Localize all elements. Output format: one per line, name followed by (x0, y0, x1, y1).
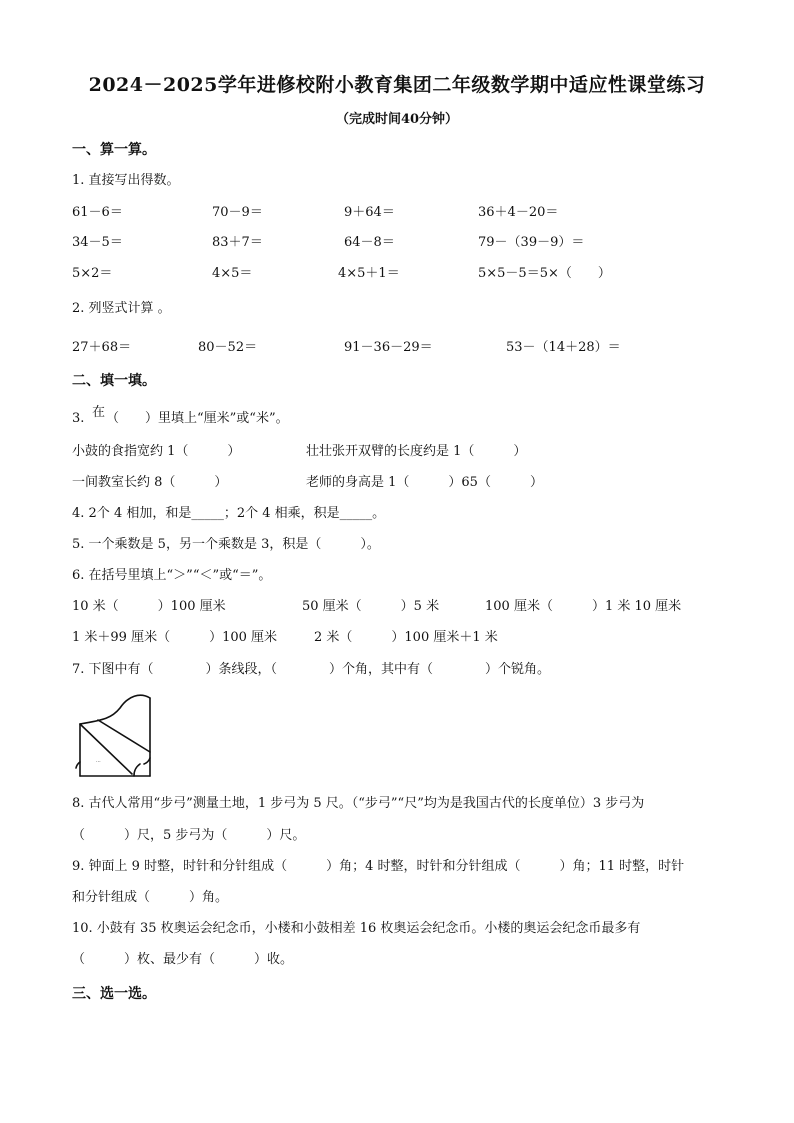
question-3-word: 在 (92, 405, 106, 420)
fill-item: 壮壮张开双臂的长度约是 1（ ） (306, 444, 527, 459)
figure-label: ... (96, 758, 101, 764)
question-8-line-2: （ ）尺，5 步弓为（ ）尺。 (72, 828, 306, 843)
question-1: 1. 直接写出得数。 (72, 173, 180, 188)
fill-item: 小鼓的食指宽约 1（ ） (72, 444, 241, 459)
question-3: （ ）里填上“厘米”或“米”。 (106, 411, 289, 426)
section-3-heading: 三、选一选。 (72, 986, 156, 1002)
question-6: 6. 在括号里填上“＞”“＜”或“＝”。 (72, 568, 272, 583)
question-5: 5. 一个乘数是 5，另一个乘数是 3，积是（ ）。 (72, 537, 380, 552)
calc-item: 70－9＝ (212, 205, 263, 220)
figure-angle-arc (134, 764, 140, 776)
calc-item: 61－6＝ (72, 205, 123, 220)
section-2-heading: 二、填一填。 (72, 373, 156, 389)
time-limit: （完成时间40分钟） (335, 112, 459, 127)
question-10-line-2: （ ）枚、最少有（ ）收。 (72, 952, 294, 967)
compare-item: 1 米＋99 厘米（ ）100 厘米 (72, 630, 278, 645)
vertical-calc-item: 27＋68＝ (72, 340, 132, 355)
calc-item: 4×5＋1＝ (338, 266, 400, 281)
calc-item: 34－5＝ (72, 235, 123, 250)
fill-item: 一间教室长约 8（ ） (72, 475, 228, 490)
question-4: 4. 2个 4 相加，和是_____；2个 4 相乘，积是_____。 (72, 506, 386, 521)
figure-angle-arc-right (144, 758, 150, 764)
section-1-heading: 一、算一算。 (72, 142, 156, 158)
compare-item: 10 米（ ）100 厘米 (72, 599, 226, 614)
calc-item: 36＋4－20＝ (478, 205, 559, 220)
vertical-calc-item: 80－52＝ (198, 340, 258, 355)
calc-item: 64－8＝ (344, 235, 395, 250)
vertical-calc-item: 53－（14＋28）＝ (506, 340, 621, 355)
compare-item: 2 米（ ）100 厘米＋1 米 (314, 630, 498, 645)
calc-item: 9＋64＝ (344, 205, 395, 220)
page-title: 2024－2025学年进修校附小教育集团二年级数学期中适应性课堂练习 (88, 74, 706, 96)
calc-item: 5×2＝ (72, 266, 113, 281)
figure-curve (80, 695, 150, 724)
calc-item: 83＋7＝ (212, 235, 263, 250)
question-10-line-1: 10. 小鼓有 35 枚奥运会纪念币，小楼和小鼓相差 16 枚奥运会纪念币。小楼的奥运会纪念币最多有 (72, 921, 641, 936)
question-3-number: 3. (72, 411, 85, 426)
question-9-line-1: 9. 钟面上 9 时整，时针和分针组成（ ）角；4 时整，时针和分针组成（ ）角；11 时整，时针 (72, 859, 685, 874)
compare-item: 50 厘米（ ）5 米 (302, 599, 440, 614)
fill-item: 老师的身高是 1（ ）65（ ） (306, 475, 543, 490)
question-8-line-1: 8. 古代人常用“步弓”测量土地，1 步弓为 5 尺。（“步弓”“尺”均为是我国古代的长度单位）3 步弓为 (72, 796, 645, 811)
question-9-line-2: 和分针组成（ ）角。 (72, 890, 229, 905)
compare-item: 100 厘米（ ）1 米 10 厘米 (485, 599, 682, 614)
calc-item: 5×5－5＝5×（ ） (478, 266, 611, 281)
calc-item: 4×5＝ (212, 266, 253, 281)
geometry-figure-icon (74, 690, 158, 782)
question-2: 2. 列竖式计算 。 (72, 301, 171, 316)
vertical-calc-item: 91－36－29＝ (344, 340, 433, 355)
figure-diagonal-2 (98, 720, 150, 752)
figure-diagonal-1 (80, 724, 132, 774)
question-7: 7. 下图中有（ ）条线段，（ ）个角，其中有（ ）个锐角。 (72, 662, 551, 677)
calc-item: 79－（39－9）＝ (478, 235, 585, 250)
